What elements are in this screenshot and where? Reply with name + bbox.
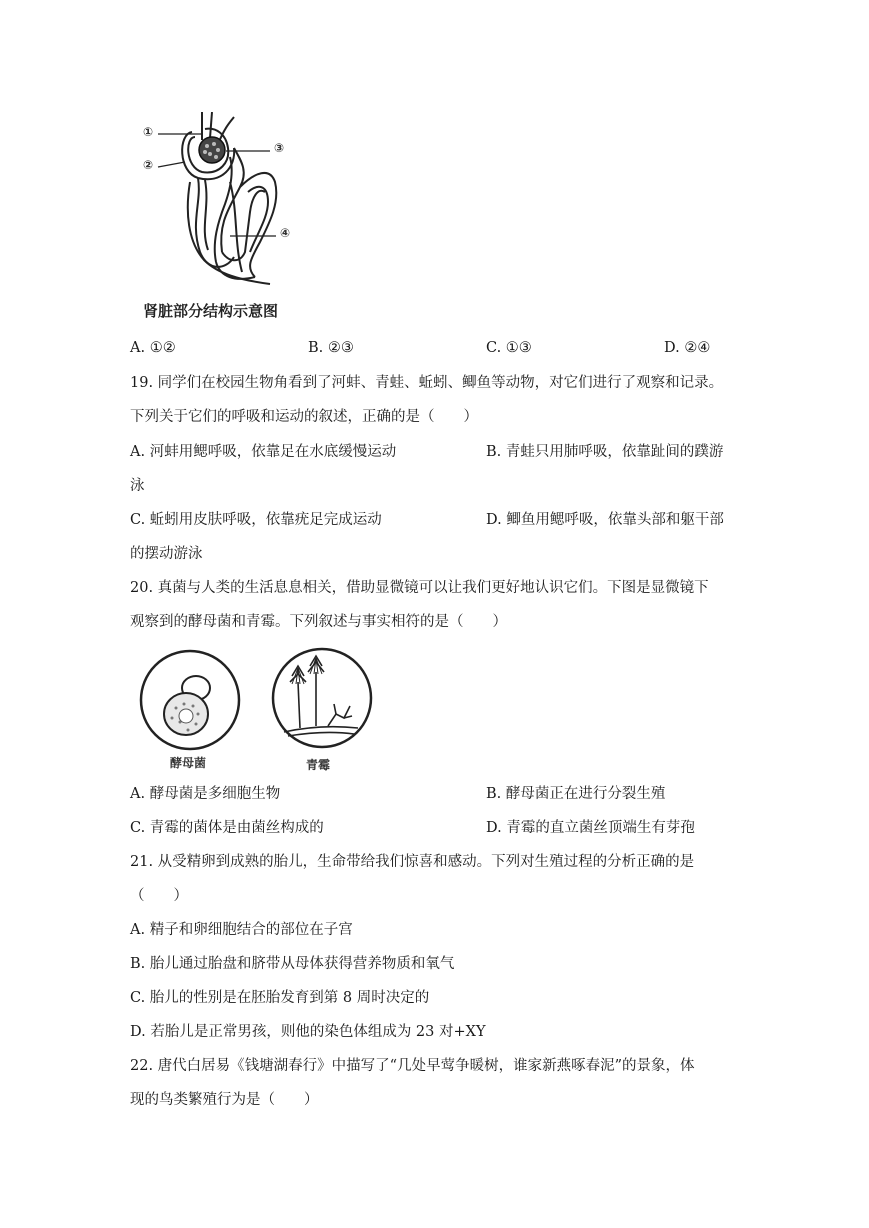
q18-option-d: D. ②④ bbox=[664, 340, 711, 356]
kidney-label-4: ④ bbox=[280, 226, 291, 240]
q19-stem-line1: 19. 同学们在校园生物角看到了河蚌、青蛙、蚯蚓、鲫鱼等动物，对它们进行了观察和记录。 bbox=[130, 375, 724, 391]
kidney-label-1: ① bbox=[143, 125, 154, 139]
q20-option-d: D. 青霉的直立菌丝顶端生有芽孢 bbox=[486, 820, 695, 836]
q20-option-c: C. 青霉的菌体是由菌丝构成的 bbox=[130, 820, 324, 836]
q18-option-a: A. ①② bbox=[130, 340, 176, 356]
q21-stem-line1: 21. 从受精卵到成熟的胎儿，生命带给我们惊喜和感动。下列对生殖过程的分析正确的是 bbox=[130, 854, 695, 870]
q19-option-b: B. 青蛙只用肺呼吸，依靠趾间的蹼游 bbox=[486, 444, 724, 460]
q20-option-a: A. 酵母菌是多细胞生物 bbox=[130, 786, 281, 802]
q21-stem-line2: （ ） bbox=[130, 888, 188, 904]
q21-option-a: A. 精子和卵细胞结合的部位在子宫 bbox=[130, 922, 353, 938]
q22-stem-line2: 现的鸟类繁殖行为是（ ） bbox=[130, 1092, 319, 1108]
q19-option-b-continued: 泳 bbox=[130, 478, 145, 494]
q18-option-c: C. ①③ bbox=[486, 340, 532, 356]
q21-option-d: D. 若胎儿是正常男孩，则他的染色体组成为 23 对+XY bbox=[130, 1024, 486, 1040]
kidney-label-3: ③ bbox=[274, 141, 285, 155]
q20-stem-line2: 观察到的酵母菌和青霉。下列叙述与事实相符的是（ ） bbox=[130, 614, 507, 630]
penicillium-microscope-view bbox=[270, 646, 374, 750]
q20-option-b: B. 酵母菌正在进行分裂生殖 bbox=[486, 786, 666, 802]
q18-option-b: B. ②③ bbox=[308, 340, 354, 356]
penicillium-figure-label: 青霉 bbox=[306, 758, 331, 772]
q21-option-c: C. 胎儿的性别是在胚胎发育到第 8 周时决定的 bbox=[130, 990, 430, 1006]
q19-option-d: D. 鲫鱼用鳃呼吸，依靠头部和躯干部 bbox=[486, 512, 724, 528]
q19-option-c: C. 蚯蚓用皮肤呼吸，依靠疣足完成运动 bbox=[130, 512, 382, 528]
q22-stem-line1: 22. 唐代白居易《钱塘湖春行》中描写了“几处早莺争暖树，谁家新燕啄春泥”的景象，体 bbox=[130, 1058, 695, 1074]
kidney-label-2: ② bbox=[143, 158, 154, 172]
yeast-microscope-view bbox=[138, 648, 242, 752]
q20-stem-line1: 20. 真菌与人类的生活息息相关，借助显微镜可以让我们更好地认识它们。下图是显微镜下 bbox=[130, 580, 709, 596]
q21-option-b: B. 胎儿通过胎盘和脐带从母体获得营养物质和氧气 bbox=[130, 956, 455, 972]
q19-option-a: A. 河蚌用鳃呼吸，依靠足在水底缓慢运动 bbox=[130, 444, 397, 460]
yeast-figure-label: 酵母菌 bbox=[170, 756, 207, 770]
kidney-figure-caption: 肾脏部分结构示意图 bbox=[143, 302, 279, 320]
q19-option-d-continued: 的摆动游泳 bbox=[130, 546, 203, 562]
q19-stem-line2: 下列关于它们的呼吸和运动的叙述，正确的是（ ） bbox=[130, 409, 478, 425]
kidney-nephron-diagram bbox=[130, 112, 330, 287]
